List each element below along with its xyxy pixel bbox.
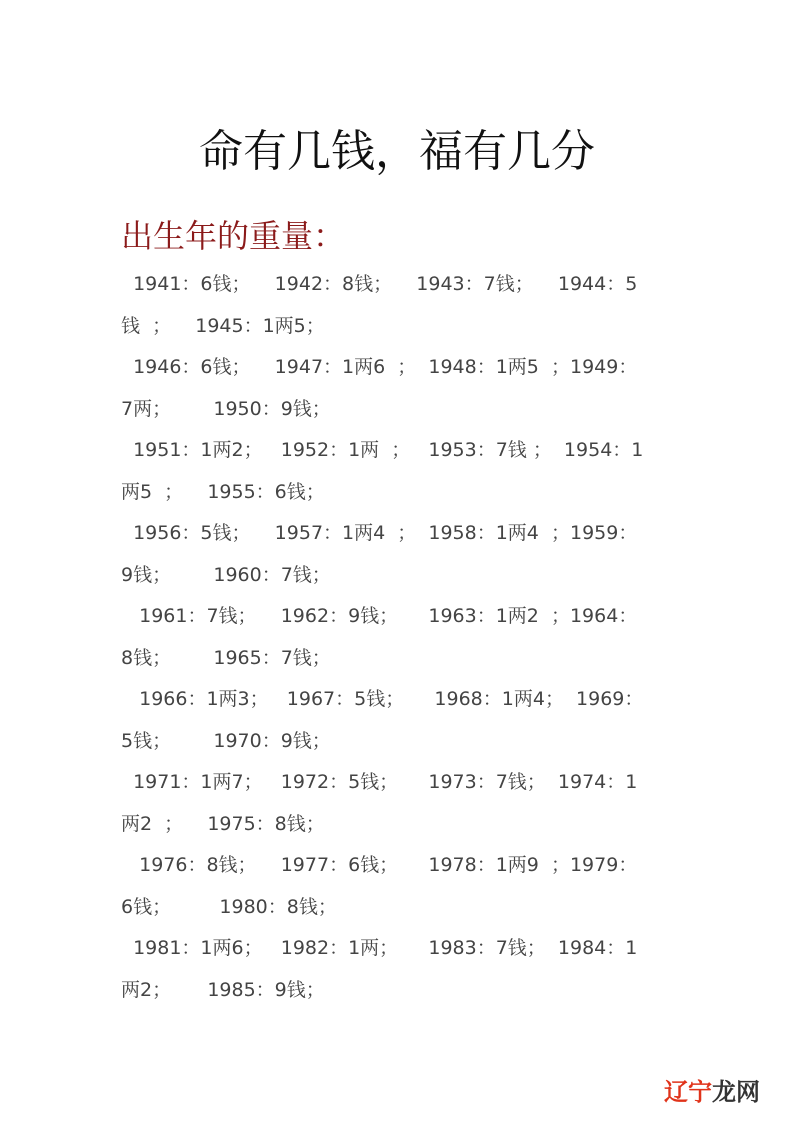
list-line: 9钱； 1960：7钱； bbox=[121, 563, 331, 586]
page-title: 命有几钱，福有几分 bbox=[199, 126, 595, 177]
list-line: 6钱； 1980：8钱； bbox=[121, 895, 337, 918]
list-line: 1981：1两6； 1982：1两； 1983：7钱； 1984：1 bbox=[121, 937, 638, 959]
list-line: 1961：7钱； 1962：9钱； 1963：1两2 ；1964： bbox=[121, 605, 638, 627]
list-line: 5钱； 1970：9钱； bbox=[121, 729, 331, 752]
list-line: 1976：8钱； 1977：6钱； 1978：1两9 ；1979： bbox=[121, 854, 638, 876]
list-line: 1956：5钱； 1957：1两4 ； 1958：1两4 ；1959： bbox=[121, 522, 638, 544]
list-line: 钱 ； 1945：1两5； bbox=[121, 314, 325, 337]
watermark-logo bbox=[664, 1077, 760, 1107]
list-line: 两2 ； 1975：8钱； bbox=[121, 812, 325, 835]
list-line: 两5 ； 1955：6钱； bbox=[121, 480, 325, 503]
list-line: 8钱； 1965：7钱； bbox=[121, 646, 331, 669]
list-line: 7两； 1950：9钱； bbox=[121, 397, 331, 420]
list-line: 两2； 1985：9钱； bbox=[121, 978, 325, 1001]
list-line: 1946：6钱； 1947：1两6 ； 1948：1两5 ；1949： bbox=[121, 356, 638, 378]
watermark-part-2: 龙网 bbox=[712, 1078, 760, 1106]
list-line: 1941：6钱； 1942：8钱； 1943：7钱； 1944：5 bbox=[121, 273, 638, 295]
watermark-part-1: 辽宁 bbox=[664, 1078, 712, 1106]
list-line: 1966：1两3； 1967：5钱； 1968：1两4； 1969： bbox=[121, 688, 644, 710]
list-line: 1951：1两2； 1952：1两 ； 1953：7钱 ； 1954：1 bbox=[121, 439, 644, 461]
section-heading: 出生年的重量： bbox=[121, 217, 346, 255]
weight-list bbox=[121, 264, 669, 1011]
list-line: 1971：1两7； 1972：5钱； 1973：7钱； 1974：1 bbox=[121, 771, 638, 793]
